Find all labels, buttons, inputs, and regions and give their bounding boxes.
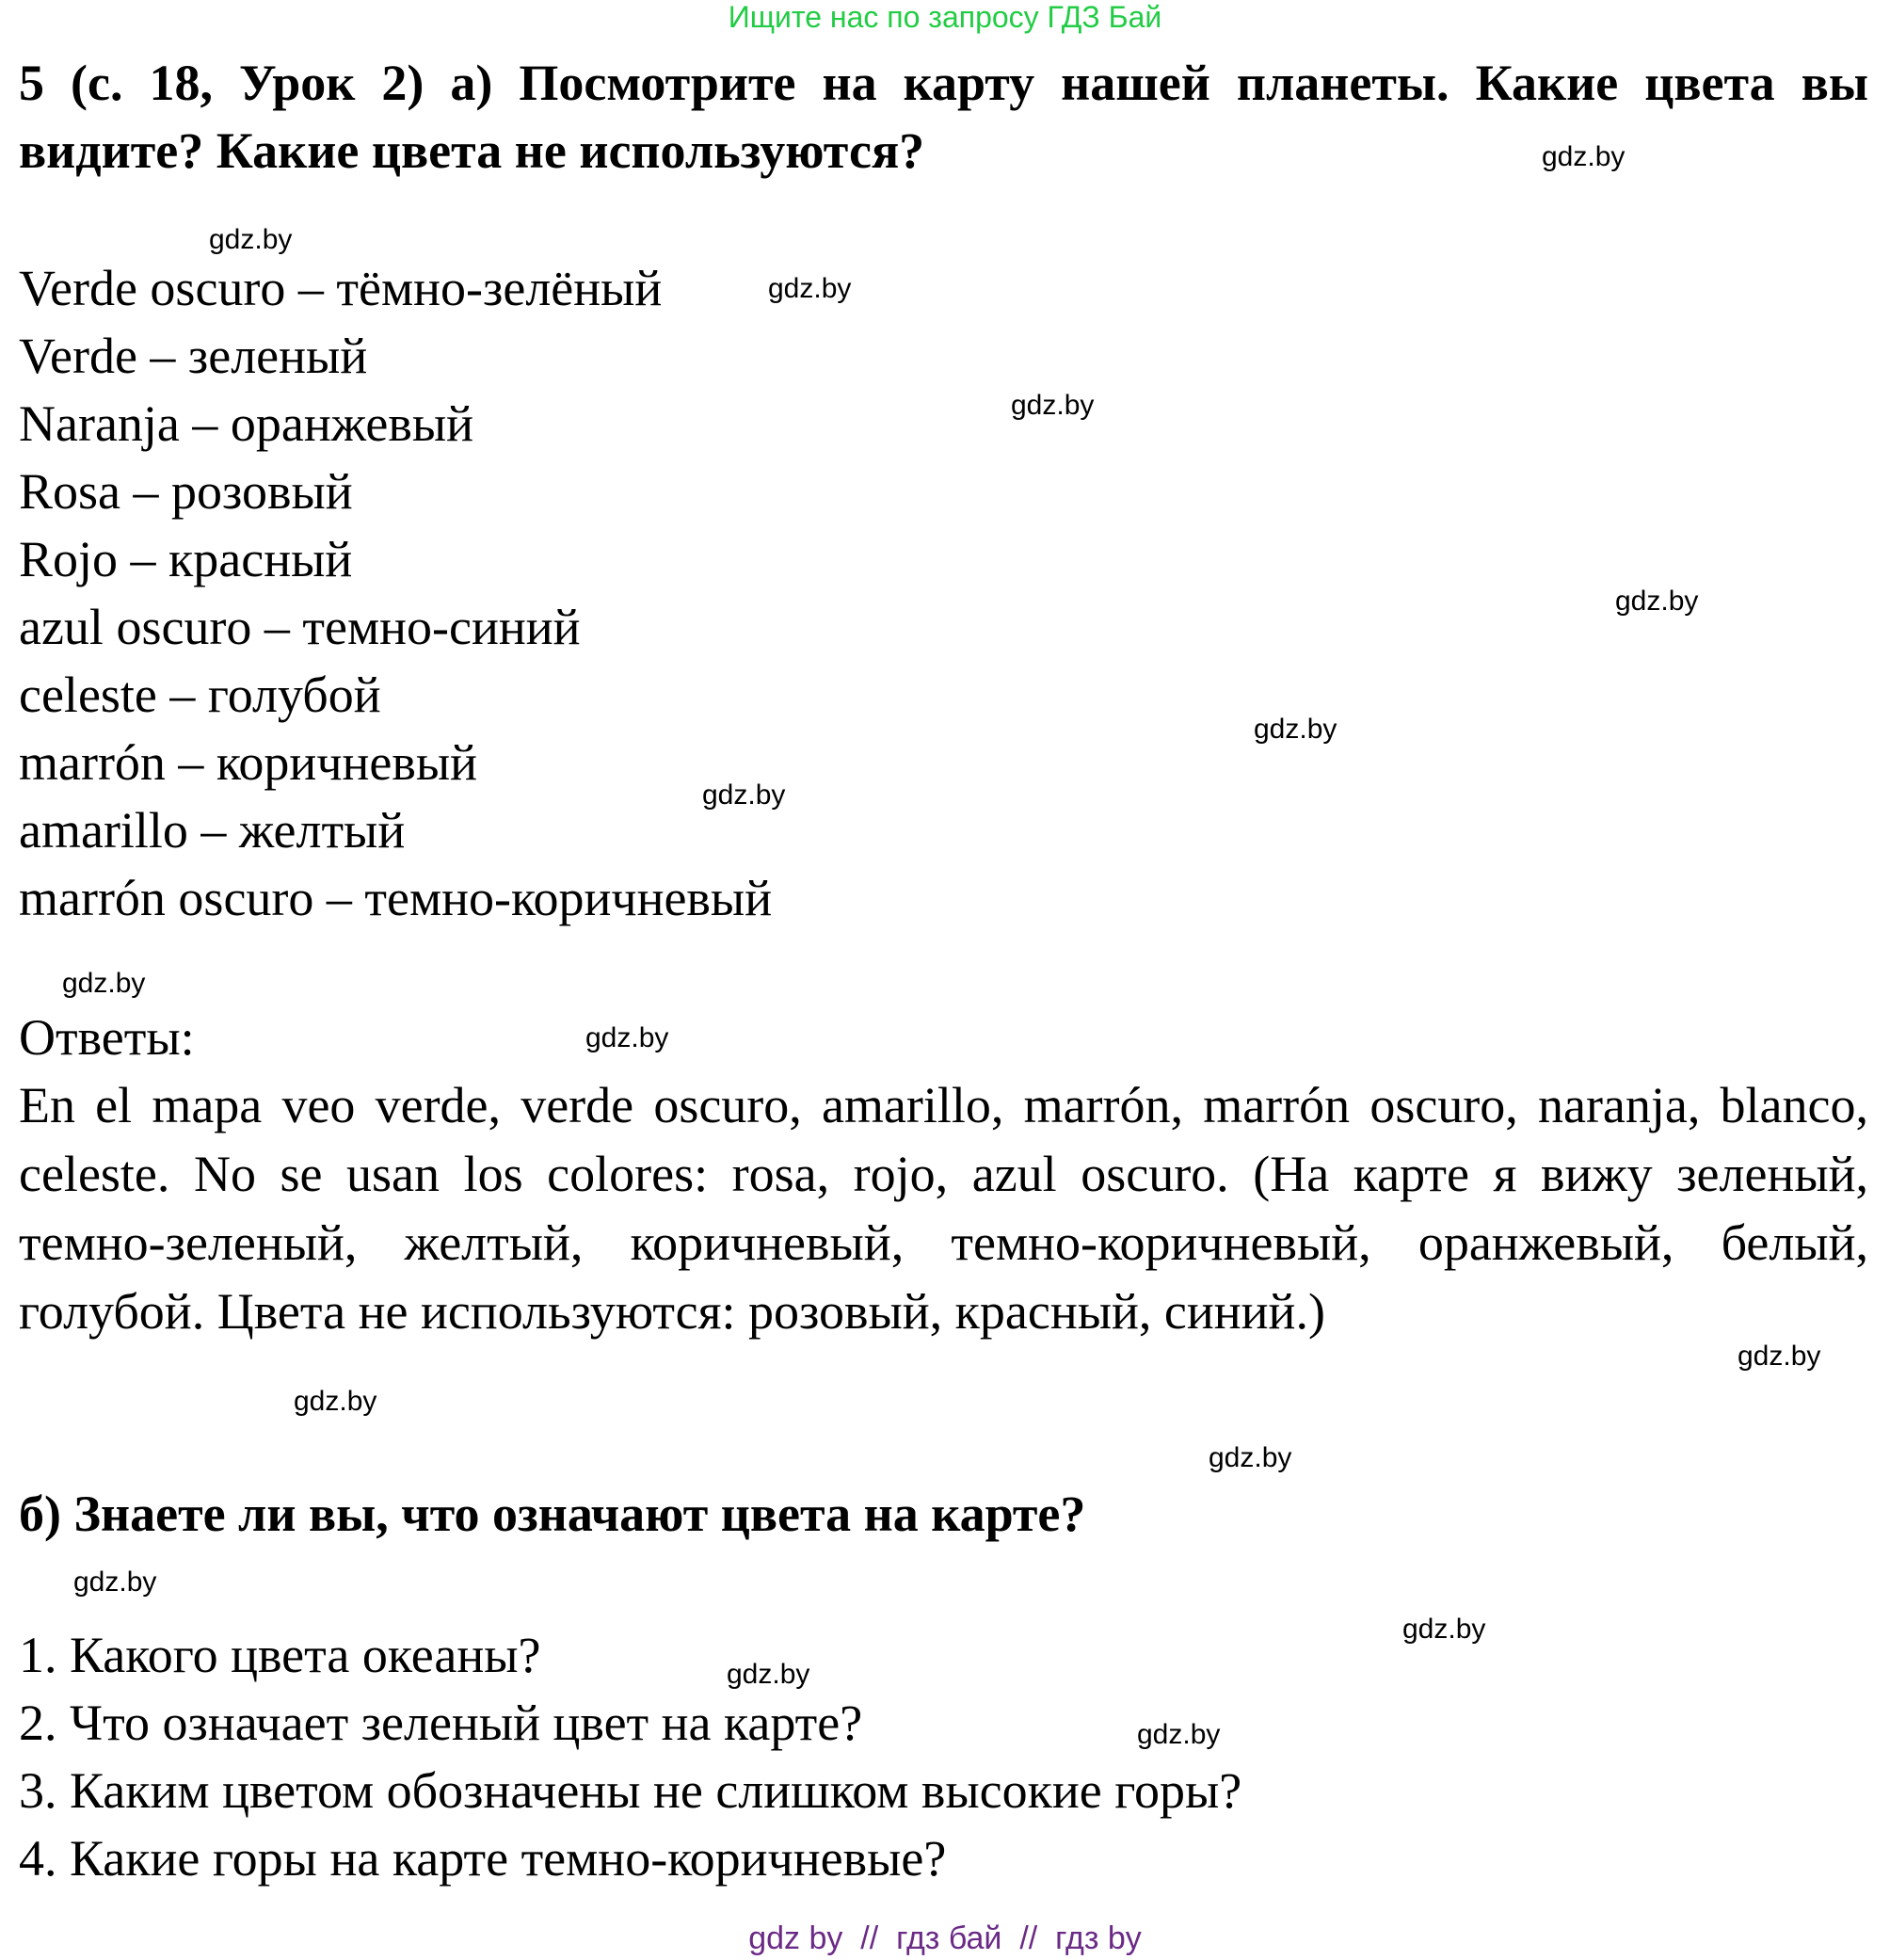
answers-label: Ответы: <box>19 1009 195 1066</box>
watermark: gdz.by <box>1615 586 1699 617</box>
watermark: gdz.by <box>1402 1614 1486 1645</box>
watermark: gdz.by <box>1209 1442 1292 1473</box>
question-item: 3. Каким цветом обозначены не слишком высокие горы? <box>19 1762 1242 1819</box>
watermark: gdz.by <box>62 968 146 999</box>
watermark: gdz.by <box>73 1566 157 1598</box>
watermark: gdz.by <box>1254 714 1337 745</box>
question-item: 2. Что означает зеленый цвет на карте? <box>19 1695 863 1751</box>
watermark: gdz.by <box>209 224 293 255</box>
task-b-heading: б) Знаете ли вы, что означают цвета на карте? <box>19 1486 1086 1542</box>
vocab-item: Rosa – розовый <box>19 463 353 520</box>
vocab-item: Verde – зеленый <box>19 328 368 384</box>
question-item: 4. Какие горы на карте темно-коричневые? <box>19 1830 947 1887</box>
question-item: 1. Какого цвета океаны? <box>19 1627 541 1683</box>
footer-links: gdz by // гдз бай // гдз by <box>748 1920 1142 1956</box>
vocab-item: Verde oscuro – тёмно-зелёный <box>19 260 663 316</box>
vocab-item: Rojo – красный <box>19 531 353 587</box>
top-banner: Ищите нас по запросу ГДЗ Бай <box>728 0 1162 34</box>
task-a-heading: 5 (с. 18, Урок 2) а) Посмотрите на карту нашей планеты. Какие цвета вы видите? Какие цвета не используются? <box>19 55 1868 179</box>
watermark: gdz.by <box>294 1386 377 1417</box>
watermark: gdz.by <box>585 1022 669 1053</box>
watermark: gdz.by <box>1738 1341 1821 1372</box>
watermark: gdz.by <box>727 1659 810 1690</box>
vocab-item: celeste – голубой <box>19 667 381 723</box>
vocab-item: Naranja – оранжевый <box>19 395 473 452</box>
vocab-item: marrón – коричневый <box>19 734 478 791</box>
watermark: gdz.by <box>768 273 852 304</box>
answer-paragraph: En el mapa veo verde, verde oscuro, amarillo, marrón, marrón oscuro, naranja, blanco, celeste. No se usan los colores: rosa, rojo, azul oscuro. (На карте я вижу зеленый, темно-зеленый, желтый, коричневый, темно-коричневый, оранжевый, белый, голубой. Цвета не используются: розовый, красный, синий.) <box>19 1077 1868 1340</box>
vocab-item: marrón oscuro – темно-коричневый <box>19 870 773 926</box>
watermark: gdz.by <box>1137 1719 1221 1750</box>
watermark: gdz.by <box>1542 141 1626 172</box>
watermark: gdz.by <box>702 779 786 811</box>
vocab-item: azul oscuro – темно-синий <box>19 599 581 655</box>
vocab-item: amarillo – желтый <box>19 802 406 859</box>
watermark: gdz.by <box>1011 390 1095 421</box>
